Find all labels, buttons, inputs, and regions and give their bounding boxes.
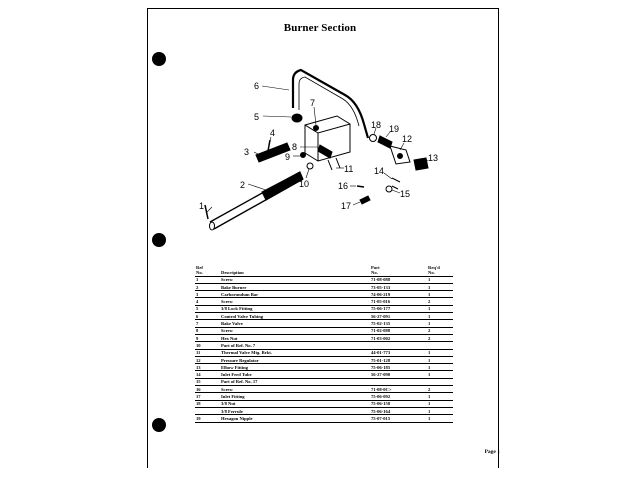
lock-fitting [292,114,302,122]
cell-description: Screw [221,327,371,334]
leader-2 [248,184,266,190]
callout-5: 5 [254,112,260,122]
table-row [195,356,453,363]
table-row [195,415,453,422]
cell-description: Bake Valve [221,320,371,327]
cell-part-number: 44-01-773 [371,349,428,356]
cell-quantity: 2 [428,334,453,341]
callout-7: 7 [310,98,316,108]
table-row [195,342,453,349]
cell-description: Part of Ref. No. 7 [221,342,371,349]
table-row [195,334,453,341]
table-row [195,349,453,356]
cell-description: Hex Nut [221,334,371,341]
bake-burner-manifold [262,172,303,200]
cell-part-number: 75-02-135 [371,320,428,327]
valve-outlet [318,145,332,158]
cell-quantity: 1 [428,400,453,407]
cell-part-number: 75-06-185 [371,364,428,371]
cell-part-number: 74-06-219 [371,291,428,298]
header-part-line2: No. [371,270,428,276]
cell-part-number [371,378,428,385]
cell-part-number: 71-02-088 [371,327,428,334]
cell-ref: 7 [195,320,221,327]
cell-description: Part of Ref. No. 17 [221,378,371,385]
table-row [195,276,453,283]
cell-quantity: 1 [428,356,453,363]
callout-12: 12 [402,134,413,144]
cell-ref: 6 [195,313,221,320]
cell-description: 3/8 Ferrule [221,407,371,414]
leader-10 [306,169,309,178]
inlet-feed-tube [392,178,400,189]
cell-description: Inlet Fitting [221,393,371,400]
cell-ref: 15 [195,378,221,385]
cell-part-number: 75-06-164 [371,407,428,414]
cell-description: Thermal Valve Mtg. Brkt. [221,349,371,356]
cell-description: Pressure Regulator [221,356,371,363]
cell-part-number: 71-05-016 [371,298,428,305]
cell-quantity [428,378,453,385]
table-row [195,313,453,320]
cell-quantity: 1 [428,291,453,298]
parts-list-table [195,265,453,423]
callout-4: 4 [270,128,276,138]
bake-burner-end [210,222,215,230]
cell-description: Carborundum Bar [221,291,371,298]
valve-orifice [307,163,313,169]
cell-description: Bake Burner [221,283,371,290]
cell-part-number: 71-08-088 [371,276,428,283]
cell-description: 3/8 Lock Fitting [221,305,371,312]
cell-description: Hexagon Nipple [221,415,371,422]
cell-ref: 17 [195,393,221,400]
table-row [195,298,453,305]
table-row [195,400,453,407]
cell-part-number: 75-07-015 [371,415,428,422]
callout-10: 10 [299,179,310,189]
cell-ref: 13 [195,364,221,371]
cell-ref: 5 [195,305,221,312]
header-req-line2: No. [428,270,453,276]
cell-quantity: 1 [428,349,453,356]
cell-ref: 19 [195,415,221,422]
header-ref-line1: Ref [196,265,203,270]
page-title: Burner Section [283,22,357,34]
callout-17: 17 [341,201,352,211]
cell-ref: 2 [195,283,221,290]
cell-part-number: 71-03-002 [371,334,428,341]
cell-part-number: 75-01-128 [371,356,428,363]
table-row [195,283,453,290]
header-part-line1: Part [371,265,380,270]
leader-5 [263,116,291,117]
cell-quantity: 1 [428,305,453,312]
cell-part-number: 75-06-177 [371,305,428,312]
table-row [195,364,453,371]
cell-description: Control Valve Tubing [221,313,371,320]
cell-description: Elbow Fitting [221,364,371,371]
page-number: Page 1 [484,449,500,455]
cell-ref: 4 [195,298,221,305]
cell-ref: 11 [195,349,221,356]
cell-quantity: 2 [428,386,453,393]
header-ref-line2: No. [195,270,221,276]
cell-part-number: 75-06-158 [371,400,428,407]
cell-quantity: 1 [428,276,453,283]
cell-ref: 18 [195,400,221,407]
cell-ref: 3 [195,291,221,298]
cell-quantity: 2 [428,298,453,305]
table-row [195,393,453,400]
callout-13: 13 [428,153,439,163]
callout-1: 1 [199,201,205,211]
callout-9: 9 [285,152,291,162]
bake-valve-port [314,126,319,131]
callout-6: 6 [254,81,260,91]
cell-part-number: 71-08-0C> [371,386,428,393]
header-req-line1: Req'd [428,265,440,270]
table-row [195,371,453,378]
screw-1 [205,205,208,219]
cell-ref: 14 [195,371,221,378]
table-row [195,407,453,414]
header-description: Description [221,270,371,276]
cell-quantity [428,342,453,349]
callout-15: 15 [400,189,411,199]
callout-14: 14 [374,166,385,176]
leader-14 [384,173,392,179]
table-row [195,320,453,327]
cell-part-number [371,342,428,349]
cell-part-number: 56-27-091 [371,313,428,320]
callout-18: 18 [371,120,382,130]
leader-6 [262,86,289,90]
elbow-fitting [414,158,428,170]
callout-3: 3 [244,147,250,157]
cell-quantity: 1 [428,415,453,422]
cell-ref: 8 [195,327,221,334]
nut-18 [370,135,377,142]
table-row [195,327,453,334]
cell-ref: 12 [195,356,221,363]
cell-quantity: 1 [428,393,453,400]
table-row [195,378,453,385]
cell-quantity: 1 [428,313,453,320]
cell-ref: 1 [195,276,221,283]
cell-ref: 10 [195,342,221,349]
cell-description: Screw [221,298,371,305]
screw-16 [357,186,364,187]
cell-quantity: 1 [428,283,453,290]
leader-15 [392,190,400,193]
fitting-15 [386,186,392,192]
cell-quantity: 1 [428,364,453,371]
cell-ref [195,407,221,414]
table-row [195,305,453,312]
callout-8: 8 [292,142,298,152]
cell-ref: 16 [195,386,221,393]
cell-description: Screw [221,386,371,393]
cell-ref: 9 [195,334,221,341]
cell-description: 3/8 Nut [221,400,371,407]
cell-quantity: 2 [428,327,453,334]
callout-11: 11 [344,164,354,174]
regulator-port [398,154,403,159]
cell-quantity: 1 [428,371,453,378]
cell-part-number: 73-05-133 [371,283,428,290]
cell-quantity: 1 [428,407,453,414]
cell-part-number: 56-27-090 [371,371,428,378]
callout-19: 19 [389,124,400,134]
callout-16: 16 [338,181,349,191]
cell-quantity: 1 [428,320,453,327]
table-row [195,386,453,393]
table-row [195,291,453,298]
callout-2: 2 [240,180,246,190]
inlet-fitting [360,196,370,204]
leader-17 [353,202,360,205]
cell-part-number: 75-06-092 [371,393,428,400]
control-valve-tubing [293,70,368,138]
leader-1 [207,207,212,212]
hex-nut [301,153,306,158]
cell-description: Screw [221,276,371,283]
cell-description: Inlet Feed Tube [221,371,371,378]
